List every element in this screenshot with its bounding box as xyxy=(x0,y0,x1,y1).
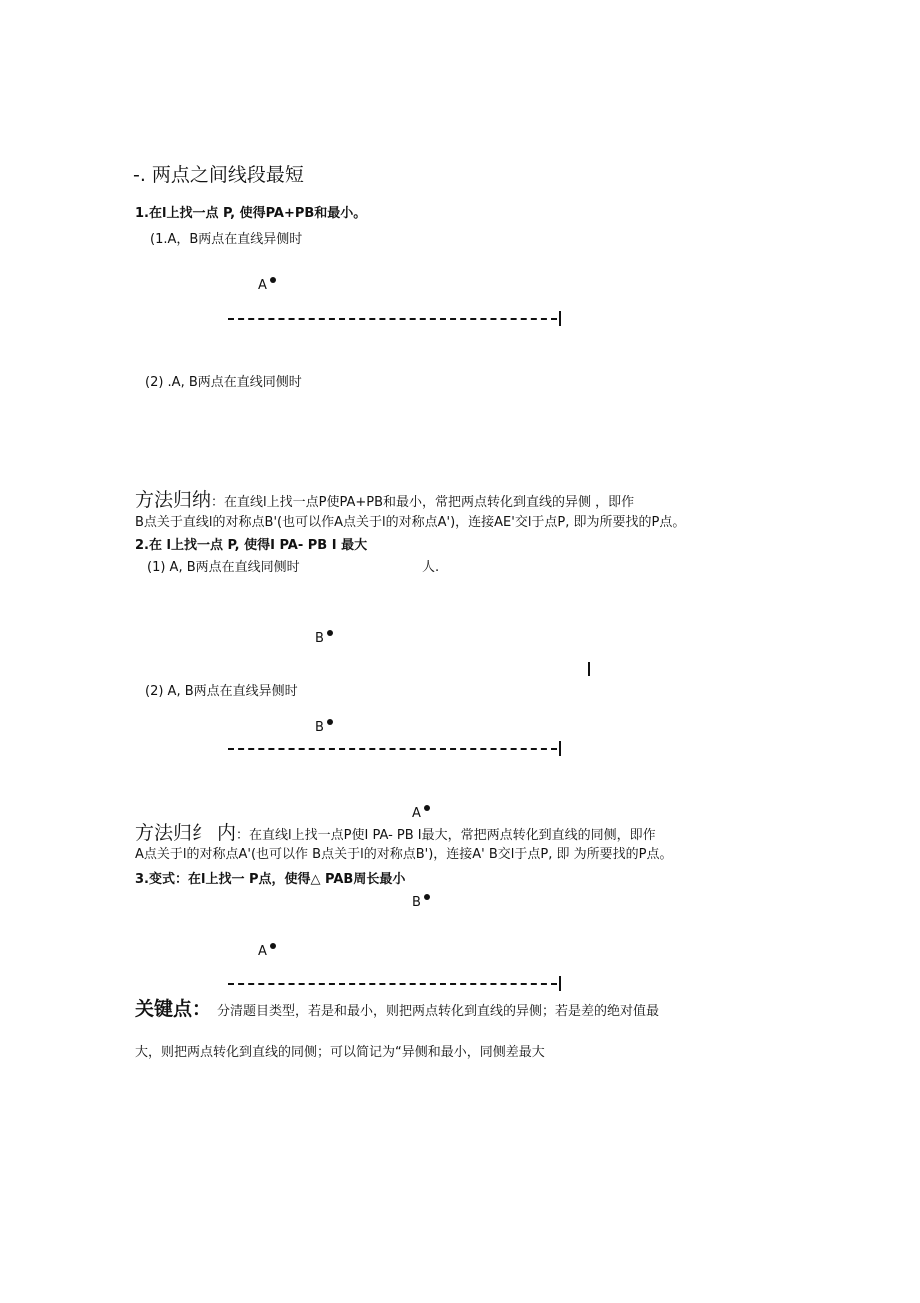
method-summary-2-text: ：在直线l上找一点P使I PA- PB I最大，常把两点转化到直线的同侧，即作 xyxy=(236,828,656,843)
page-title: -. 两点之间线段最短 xyxy=(133,164,304,186)
point-a-marker xyxy=(412,805,430,820)
key-point-text: 分清题目类型，若是和最小，则把两点转化到直线的异侧；若是差的绝对值最 xyxy=(217,1004,660,1019)
section-1-title: 1.在l上找一点 P, 使得PA+PB和最小。 xyxy=(135,206,367,221)
point-b-marker xyxy=(315,630,333,645)
point-b-label: B xyxy=(412,895,421,910)
key-point-label: 关键点： xyxy=(135,998,212,1020)
section-2-case-1-label: (1) A, B两点在直线同侧时 xyxy=(147,560,300,575)
point-b-label: B xyxy=(315,720,324,735)
point-a-marker xyxy=(258,277,276,292)
point-a-marker xyxy=(258,943,276,958)
line-l xyxy=(228,741,561,755)
method-summary-1-text: ：在直线l上找一点P使PA+PB和最小，常把两点转化到直线的异侧 ，即作 xyxy=(211,495,635,510)
point-b-marker xyxy=(412,894,430,909)
point-a-dot xyxy=(424,805,430,811)
key-point xyxy=(135,1000,659,1019)
line-l-end-mark xyxy=(588,662,590,676)
section-1-case-2-label: (2) .A, B两点在直线同侧时 xyxy=(145,375,302,390)
method-summary-2-line-2: A点关于l的对称点A'(也可以作 B点关于l的对称点B')，连接A' B交l于点P, 即 为所要找的P点。 xyxy=(135,847,673,862)
point-a-label: A xyxy=(258,944,267,959)
method-summary-1-label: 方法归纳 xyxy=(135,489,212,511)
point-b-dot xyxy=(327,630,333,636)
method-summary-2-label: 方法归纟 内 xyxy=(135,822,237,844)
line-l xyxy=(228,311,561,325)
line-l xyxy=(228,976,561,990)
section-3-title: 3.变式：在l上找一 P点，使得△ PAB周长最小 xyxy=(135,872,406,887)
section-2-case-2-label: (2) A, B两点在直线异侧时 xyxy=(145,684,298,699)
point-b-marker xyxy=(315,719,333,734)
point-a-dot xyxy=(270,943,276,949)
point-a-dot xyxy=(270,277,276,283)
point-a-label: A xyxy=(258,278,267,293)
method-summary-2 xyxy=(135,824,656,843)
method-summary-1 xyxy=(135,491,634,510)
method-summary-1-line-2: B点关于直线l的对称点B'(也可以作A点关于l的对称点A')，连接AE'交l于点P, 即为所要找的P点。 xyxy=(135,515,686,530)
stray-mark: 人. xyxy=(422,560,440,575)
section-2-title: 2.在 l上找一点 P, 使得I PA- PB I 最大 xyxy=(135,538,368,553)
point-b-label: B xyxy=(315,631,324,646)
key-point-line-2: 大，则把两点转化到直线的同侧；可以简记为“异侧和最小，同侧差最大 xyxy=(135,1045,545,1060)
section-1-case-1-label: (1.A，B两点在直线异侧时 xyxy=(150,232,303,247)
point-a-label: A xyxy=(412,806,421,821)
point-b-dot xyxy=(327,719,333,725)
point-b-dot xyxy=(424,894,430,900)
